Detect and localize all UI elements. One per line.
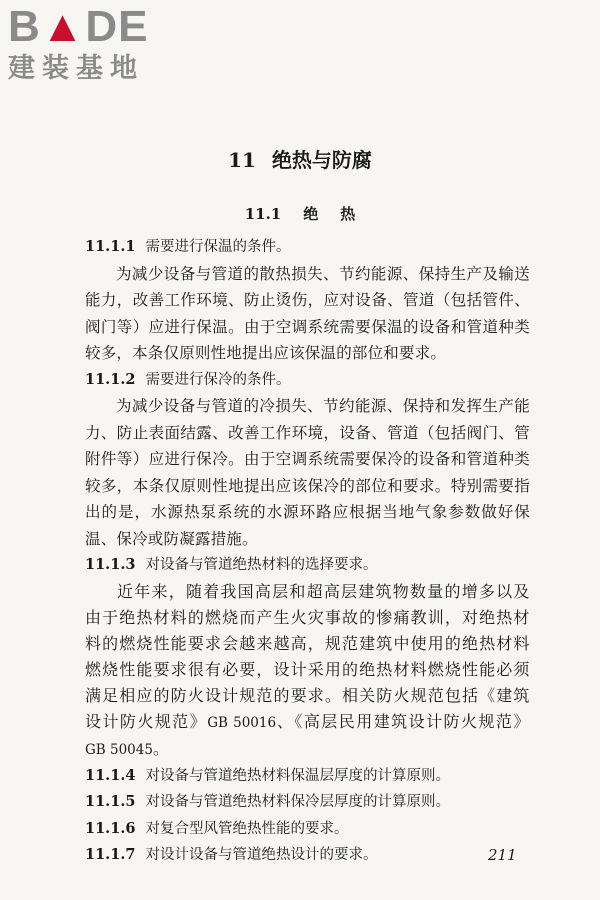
clause-text: 对复合型风管绝热性能的要求。 (145, 820, 349, 837)
clause-11-1-3 (85, 552, 530, 579)
logo-mark (8, 4, 178, 50)
clause-text: 对设备与管道绝热材料的选择要求。 (145, 557, 378, 573)
logo-letter: E (118, 2, 149, 51)
clause-number: 11.1.5 (85, 793, 136, 810)
paragraph-text: 近年来，随着我国高层和超高层建筑物数量的增多以及由于绝热材料的燃烧而产生火灾事故的惨痛教训，对绝热材料的燃烧性能要求会越来越高，规范建筑中使用的绝热材料燃烧性能要求很有必要，设计采用的绝热材料燃烧性能必须满足相应的防火设计规范的要求。相关防火规范包括《建筑设计防火规范》 (85, 581, 530, 731)
logo-letter: D (85, 2, 119, 51)
logo-accent-triangle: ▲ (40, 2, 86, 51)
clause-number: 11.1.3 (85, 556, 136, 573)
clause-number: 11.1.6 (85, 819, 136, 837)
chapter-number: 11 (228, 148, 256, 172)
clause-text: 需要进行保冷的条件。 (145, 371, 291, 388)
document-body (85, 234, 530, 869)
clause-text: 对设备与管道绝热材料保温层厚度的计算原则。 (145, 767, 450, 784)
chapter-title: 绝热与防腐 (271, 148, 372, 172)
section-heading (0, 203, 600, 225)
section-title-char-1: 绝 (303, 205, 319, 223)
clause-number: 11.1.1 (85, 238, 136, 255)
explanation-paragraph: 为减少设备与管道的散热损失、节约能源、保持生产及输送能力，改善工作环境、防止烫伤，应对设备、管道（包括管件、阀门等）应进行保温。由于空调系统需要保温的设备和管道种类较多，本条仅原则性地提出应该保温的部位和要求。 (85, 264, 530, 362)
clause-number: 11.1.4 (85, 766, 136, 784)
clause-11-1-2 (85, 367, 530, 394)
logo-letter: B (8, 2, 41, 51)
standard-code: GB 50016 (207, 714, 277, 731)
paragraph-text: 。 (152, 738, 170, 758)
section-title-char-2: 热 (340, 205, 356, 223)
clause-text: 对设计设备与管道绝热设计的要求。 (145, 847, 378, 863)
page-number: 211 (488, 846, 517, 864)
explanation-paragraph (85, 579, 530, 763)
clause-11-1-1 (85, 234, 530, 261)
paragraph-text: 、《高层民用建筑设计防火规范》 (276, 711, 530, 731)
chapter-heading (0, 146, 600, 174)
clause-11-1-4 (85, 763, 530, 790)
clause-11-1-7 (85, 842, 530, 869)
logo-subtitle: 建装基地 (8, 53, 144, 84)
clause-11-1-6 (85, 816, 530, 843)
clause-text: 需要进行保温的条件。 (145, 239, 291, 255)
explanation-paragraph: 为减少设备与管道的冷损失、节约能源、保持和发挥生产能力、防止表面结露、改善工作环境，设备、管道（包括阀门、管附件等）应进行保冷。由于空调系统需要保冷的设备和管道种类较多，本条仅原则性地提出应该保冷的部位和要求。特别需要指出的是，水源热泵系统的水源环路应根据当地气象参数做好保温、保冷或防凝露措施。 (85, 397, 530, 548)
clause-11-1-5 (85, 789, 530, 816)
clause-text: 对设备与管道绝热材料保冷层厚度的计算原则。 (145, 794, 450, 810)
bade-logo-watermark (8, 4, 178, 84)
standard-code: GB 50045 (85, 741, 153, 758)
clause-number: 11.1.2 (85, 370, 136, 388)
clause-number: 11.1.7 (85, 846, 136, 863)
section-number: 11.1 (244, 205, 282, 223)
